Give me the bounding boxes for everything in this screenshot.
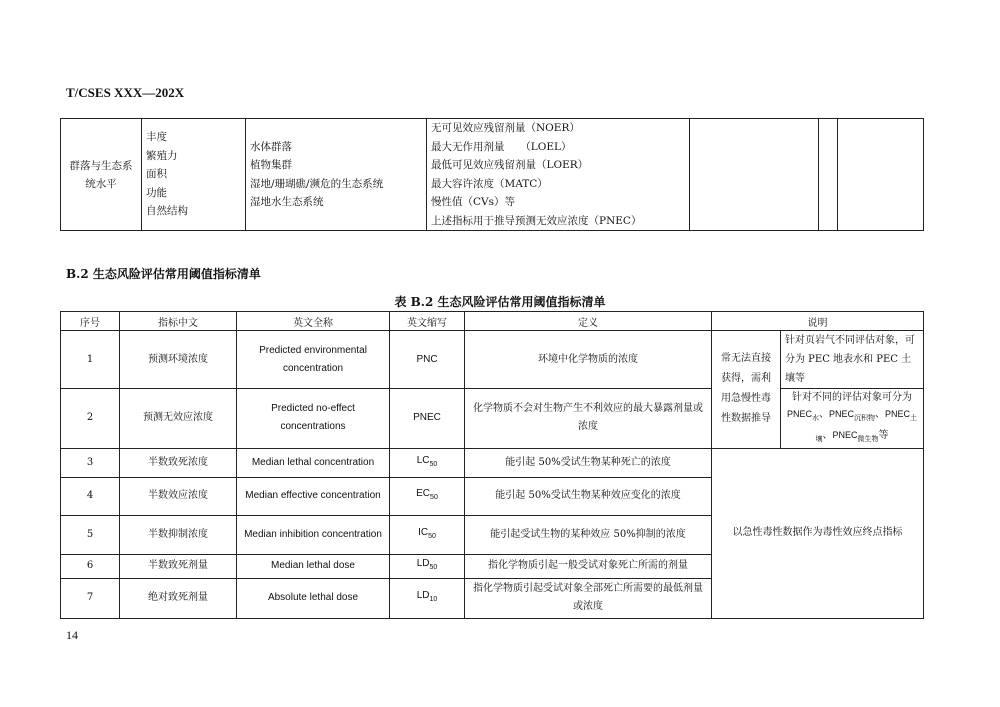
note-pnec: 针对不同的评估对象可分为 $PNEC_水$、$PNEC_{沉积物}$、$PNEC_{土壤}$、$PNEC_{微生物}$等 <box>781 389 924 449</box>
attribute-item: 丰度 <box>146 131 167 144</box>
indicator-item: 慢性值（CVs）等 <box>431 196 516 208</box>
indicator-cn: 半数抑制浓度 <box>120 515 237 554</box>
object-item: 植物集群 <box>250 159 292 171</box>
indicator-cn: 半数致死剂量 <box>120 554 237 578</box>
section-title: B.2 生态风险评估常用阈值指标清单 <box>66 267 261 281</box>
column-header: 英文全称 <box>237 312 390 331</box>
note-pec: 针对页岩气不同评估对象，可分为 PEC 地表水和 PEC 土壤等 <box>781 331 924 389</box>
note-pnec-prefix: 针对不同的评估对象可分为 <box>792 392 912 403</box>
column-header: 英文缩写 <box>390 312 465 331</box>
indicator-cn: 预测环境浓度 <box>120 331 237 389</box>
table-row <box>61 389 924 449</box>
row-number: 7 <box>61 578 120 618</box>
indicator-en: Absolute lethal dose <box>237 578 390 618</box>
table-row <box>61 448 924 477</box>
column-header: 定义 <box>465 312 712 331</box>
table-row <box>61 331 924 389</box>
note-pnec-suffix: 等 <box>878 429 889 441</box>
top-continuation-table <box>60 118 924 231</box>
indicators-cell <box>427 119 690 231</box>
note-pnec-item: $PNEC_{沉积物}$ <box>828 409 875 422</box>
indicator-definition: 能引起 50%受试生物某种死亡的浓度 <box>465 448 712 477</box>
indicator-definition: 化学物质不会对生物产生不利效应的最大暴露剂量或浓度 <box>465 389 712 449</box>
indicator-item: 最大无作用剂量 （LOEL） <box>431 140 572 153</box>
indicator-item: 最大容许浓度（MATC） <box>431 177 548 190</box>
indicator-en: Predicted environmental concentration <box>237 331 390 389</box>
indicator-abbr: $LD_{50}$ <box>390 554 465 578</box>
indicator-definition: 环境中化学物质的浓度 <box>465 331 712 389</box>
note-pnec-item: $PNEC_{土壤}$ <box>815 409 918 443</box>
indicator-abbr: $EC_{50}$ <box>390 477 465 515</box>
indicator-en: Median lethal concentration <box>237 448 390 477</box>
empty-cell <box>690 119 819 231</box>
indicator-en: Median lethal dose <box>237 554 390 578</box>
indicator-abbr: $LC_{50}$ <box>390 448 465 477</box>
empty-cell <box>838 119 924 231</box>
column-header: 序号 <box>61 312 120 331</box>
attribute-item: 自然结构 <box>146 205 188 218</box>
row-number: 4 <box>61 477 120 515</box>
column-header: 指标中文 <box>120 312 237 331</box>
indicator-cn: 半数致死浓度 <box>120 448 237 477</box>
row-number: 6 <box>61 554 120 578</box>
indicator-definition: 指化学物质引起一般受试对象死亡所需的剂量 <box>465 554 712 578</box>
level-cell: 群落与生态系统水平 <box>61 119 142 231</box>
empty-cell <box>819 119 838 231</box>
indicator-definition: 指化学物质引起受试对象全部死亡所需要的最低剂量或浓度 <box>465 578 712 618</box>
indicator-definition: 能引起 50%受试生物某种效应变化的浓度 <box>465 477 712 515</box>
indicator-abbr: $LD_{10}$ <box>390 578 465 618</box>
indicator-abbr: $IC_{50}$ <box>390 515 465 554</box>
row-number: 1 <box>61 331 120 389</box>
note-acute: 以急性毒性数据作为毒性效应终点指标 <box>712 448 924 618</box>
indicator-en: Predicted no-effect concentrations <box>237 389 390 449</box>
table-header-row <box>61 312 924 331</box>
indicator-en: Median inhibition concentration <box>237 515 390 554</box>
note-pnec-item: $PNEC_{微生物}$ <box>832 429 879 443</box>
table-caption: 表 B.2 生态风险评估常用阈值指标清单 <box>394 295 606 309</box>
attribute-item: 繁殖力 <box>146 149 178 162</box>
indicator-en: Median effective concentration <box>237 477 390 515</box>
object-item: 水体群落 <box>250 140 292 153</box>
attributes-cell <box>142 119 246 231</box>
indicator-item: 无可见效应残留剂量（NOER） <box>431 122 580 134</box>
column-header: 说明 <box>712 312 924 331</box>
object-item: 湿地水生态系统 <box>250 196 324 208</box>
row-number: 5 <box>61 515 120 554</box>
objects-cell <box>246 119 427 231</box>
page-number: 14 <box>66 628 78 642</box>
indicator-item: 最低可见效应残留剂量（LOER） <box>431 159 589 171</box>
object-item: 湿地/珊瑚礁/濒危的生态系统 <box>250 177 384 190</box>
attribute-item: 功能 <box>146 186 167 199</box>
table-row <box>61 119 924 231</box>
row-number: 3 <box>61 448 120 477</box>
note-derivation: 常无法直接获得，需利用急慢性毒性数据推导 <box>712 331 781 449</box>
indicator-cn: 半数效应浓度 <box>120 477 237 515</box>
document-code: T/CSES XXX—202X <box>66 85 185 100</box>
indicator-item: 上述指标用于推导预测无效应浓度（PNEC） <box>431 214 642 227</box>
threshold-indicator-table <box>60 311 924 619</box>
indicator-abbr: PNC <box>390 331 465 389</box>
indicator-definition: 能引起受试生物的某种效应 50%抑制的浓度 <box>465 515 712 554</box>
indicator-cn: 绝对致死剂量 <box>120 578 237 618</box>
attribute-item: 面积 <box>146 168 167 181</box>
row-number: 2 <box>61 389 120 449</box>
indicator-cn: 预测无效应浓度 <box>120 389 237 449</box>
note-pnec-item: $PNEC_水$ <box>786 409 819 422</box>
indicator-abbr: PNEC <box>390 389 465 449</box>
